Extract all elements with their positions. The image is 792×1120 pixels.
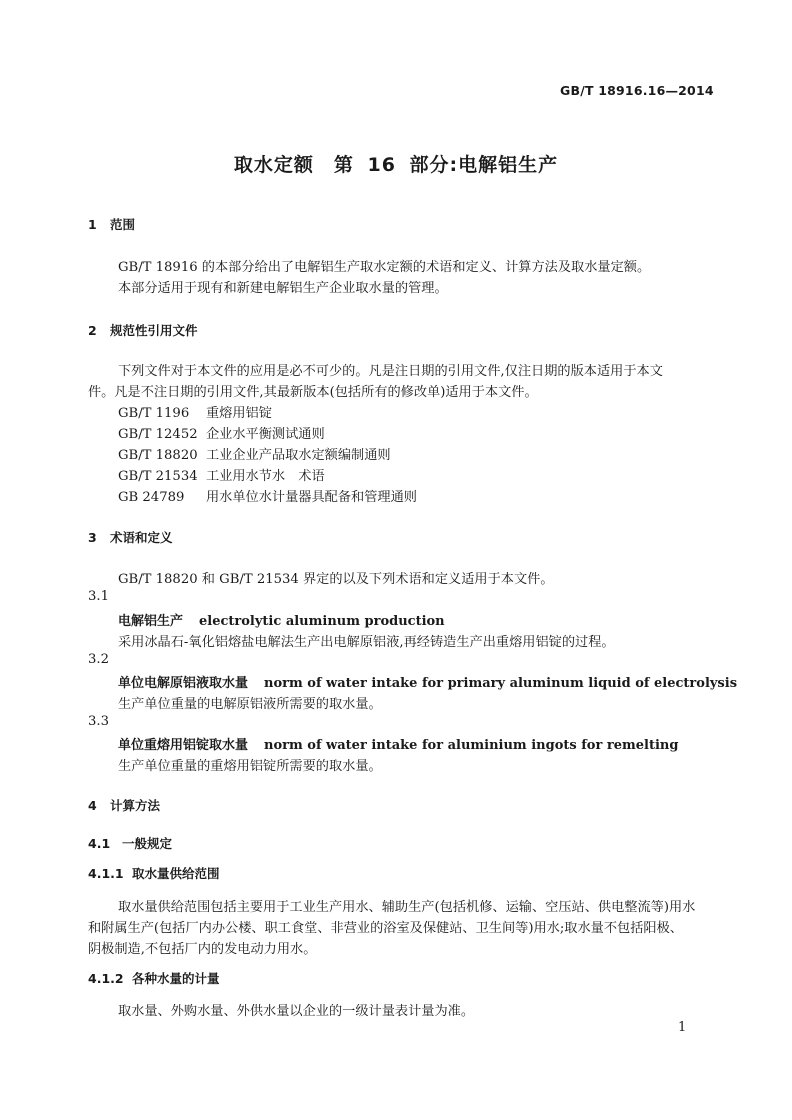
reference-title: 工业用水节水 术语 — [206, 469, 325, 484]
term-number: 3.1 — [88, 589, 109, 604]
reference-code: GB/T 21534 — [118, 469, 198, 484]
section-3-heading — [88, 528, 173, 546]
term-definition: 生产单位重量的电解原铝液所需要的取水量。 — [118, 697, 382, 712]
section-2-heading — [88, 321, 198, 339]
paragraph-line: 取水量供给范围包括主要用于工业生产用水、辅助生产(包括机修、运输、空压站、供电整流等)用水 — [118, 900, 696, 915]
document-title: 取水定额 第 16 部分:电解铝生产 — [233, 154, 559, 176]
paragraph-line: 阴极制造,不包括厂内的发电动力用水。 — [88, 942, 317, 957]
term-definition: 生产单位重量的重熔用铝锭所需要的取水量。 — [118, 759, 382, 774]
term-zh: 电解铝生产 — [118, 614, 184, 629]
paragraph-line: 取水量、外购水量、外供水量以企业的一级计量表计量为准。 — [118, 1004, 475, 1019]
reference-item — [118, 465, 325, 484]
section-number: 2 — [88, 323, 97, 338]
reference-item — [118, 423, 325, 442]
subsection-4-1-heading — [88, 834, 172, 852]
paragraph-line: 件。凡是不注日期的引用文件,其最新版本(包括所有的修改单)适用于本文件。 — [88, 385, 538, 400]
term-en: electrolytic aluminum production — [199, 614, 445, 629]
section-title: 一般规定 — [122, 836, 173, 851]
reference-title: 用水单位水计量器具配备和管理通则 — [206, 490, 417, 505]
paragraph: 本部分适用于现有和新建电解铝生产企业取水量的管理。 — [118, 281, 448, 296]
reference-item — [118, 444, 391, 463]
term-number: 3.3 — [88, 714, 109, 729]
paragraph-line: 和附属生产(包括厂内办公楼、职工食堂、非营业的浴室及保健站、卫生间等)用水;取水量不包括阳极、 — [88, 921, 683, 936]
paragraph: GB/T 18820 和 GB/T 21534 界定的以及下列术语和定义适用于本文件。 — [118, 572, 554, 587]
reference-title: 企业水平衡测试通则 — [206, 427, 325, 442]
reference-code: GB/T 1196 — [118, 406, 190, 421]
section-title: 规范性引用文件 — [110, 323, 198, 338]
reference-item — [118, 402, 272, 421]
term-zh: 单位重熔用铝锭取水量 — [118, 738, 249, 753]
reference-title: 重熔用铝锭 — [206, 406, 272, 421]
term-entry — [118, 672, 737, 691]
term-zh: 单位电解原铝液取水量 — [118, 676, 249, 691]
section-number: 4 — [88, 798, 97, 813]
term-en: norm of water intake for aluminium ingots for remelting — [264, 738, 679, 753]
reference-code: GB/T 12452 — [118, 427, 198, 442]
reference-code: GB 24789 — [118, 490, 185, 505]
term-entry — [118, 610, 445, 629]
section-number: 4.1 — [88, 836, 111, 851]
subsection-4-1-2-heading — [88, 969, 220, 987]
section-title: 计算方法 — [110, 798, 161, 813]
reference-item — [118, 486, 417, 505]
standard-number: GB/T 18916.16—2014 — [560, 83, 714, 98]
paragraph-line: 下列文件对于本文件的应用是必不可少的。凡是注日期的引用文件,仅注日期的版本适用于本文 — [118, 364, 663, 379]
section-4-heading — [88, 796, 160, 814]
section-number: 3 — [88, 530, 97, 545]
section-number: 1 — [88, 217, 97, 232]
section-title: 各种水量的计量 — [132, 971, 220, 986]
term-number: 3.2 — [88, 652, 109, 667]
section-number: 4.1.2 — [88, 971, 124, 986]
section-number: 4.1.1 — [88, 866, 124, 881]
section-title: 范围 — [110, 217, 136, 232]
section-title: 取水量供给范围 — [132, 866, 220, 881]
section-title: 术语和定义 — [110, 530, 173, 545]
page-number: 1 — [678, 1020, 687, 1035]
paragraph: GB/T 18916 的本部分给出了电解铝生产取水定额的术语和定义、计算方法及取水量定额。 — [118, 260, 651, 275]
term-definition: 采用冰晶石-氧化铝熔盐电解法生产出电解原铝液,再经铸造生产出重熔用铝锭的过程。 — [118, 635, 615, 650]
term-entry — [118, 734, 678, 753]
term-en: norm of water intake for primary aluminum liquid of electrolysis — [264, 676, 738, 691]
subsection-4-1-1-heading — [88, 864, 220, 882]
reference-title: 工业企业产品取水定额编制通则 — [206, 448, 391, 463]
reference-code: GB/T 18820 — [118, 448, 198, 463]
section-1-heading — [88, 215, 135, 233]
